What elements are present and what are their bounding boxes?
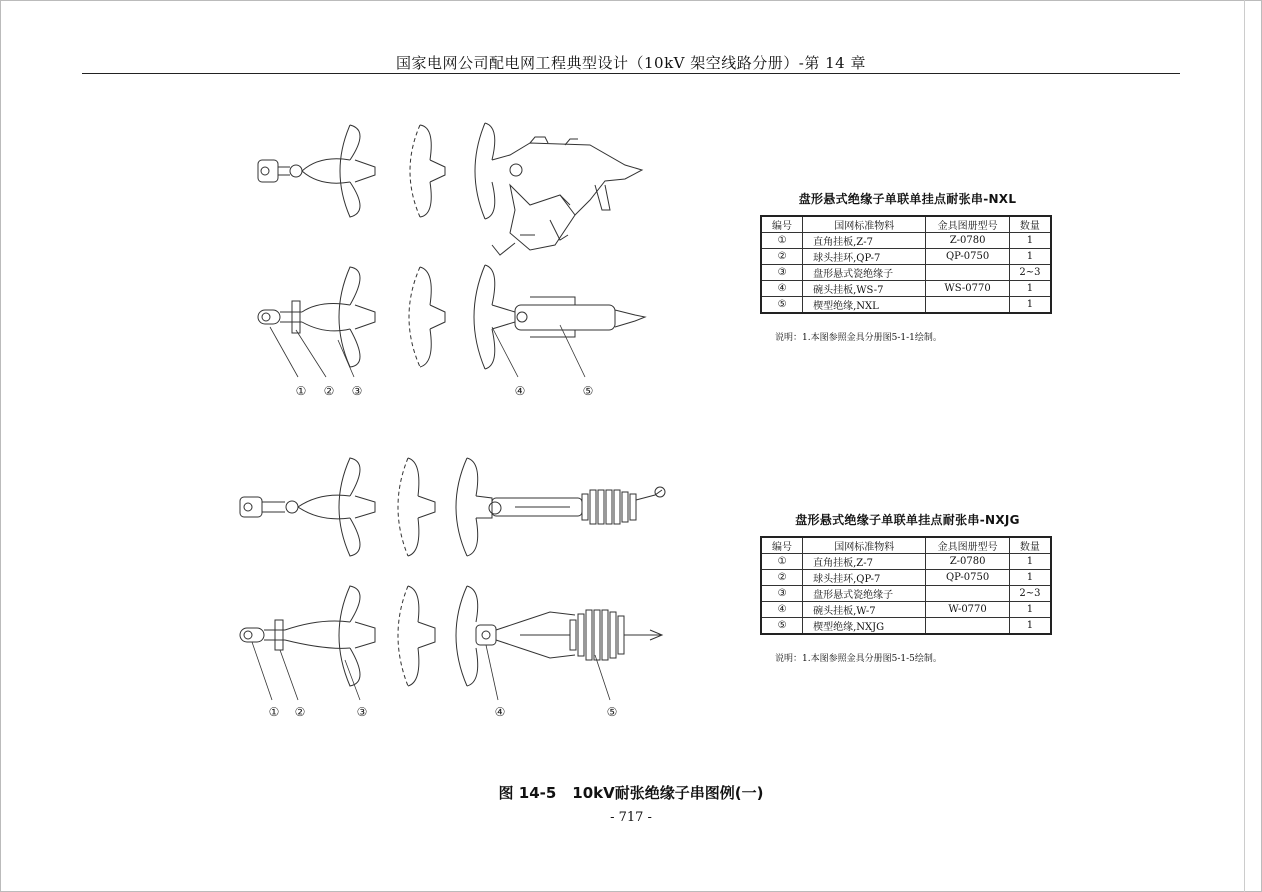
item-quantity: 1 [1009,618,1051,635]
table-row [761,554,1051,570]
item-quantity: 1 [1009,554,1051,570]
table-row [761,265,1051,281]
table-header-row [761,216,1051,233]
nxl-callout-3: ③ [351,384,363,398]
item-model: QP-0750 [926,249,1010,265]
item-number: ① [761,554,803,570]
item-quantity: 1 [1009,233,1051,249]
nxjg-table-block [760,511,1055,635]
column-header: 编号 [761,216,803,233]
header-rule [82,73,1180,74]
item-number: ① [761,233,803,249]
item-number: ② [761,249,803,265]
item-quantity: 1 [1009,281,1051,297]
nxl-callout-2: ② [323,384,335,398]
nxjg-sheds-bottom [570,610,624,660]
page-number: - 717 - [610,810,652,825]
nxjg-note: 说明：1.本图参照金具分册图5-1-5绘制。 [775,654,942,664]
nxjg-table-title: 盘形悬式绝缘子单联单挂点耐张串-NXJG [795,513,1020,527]
item-number: ⑤ [761,618,803,635]
table-row [761,618,1051,635]
item-quantity: 1 [1009,297,1051,314]
nxl-view-bottom [258,265,645,369]
nxjg-callout-1: ① [268,705,280,719]
item-quantity: 2~3 [1009,265,1051,281]
item-model [926,586,1010,602]
item-quantity: 1 [1009,249,1051,265]
item-material: 球头挂环,QP-7 [803,249,926,265]
item-model [926,297,1010,314]
item-model: Z-0780 [926,554,1010,570]
item-quantity: 2~3 [1009,586,1051,602]
column-header: 数量 [1009,537,1051,554]
figure-number: 图 14-5 [498,784,557,802]
nxjg-callout-2: ② [294,705,306,719]
table-row [761,249,1051,265]
nxl-leaders [270,325,585,377]
item-material: 直角挂板,Z-7 [803,233,926,249]
item-number: ④ [761,602,803,618]
table-row [761,297,1051,314]
nxl-table-block [760,190,1055,314]
column-header: 金具图册型号 [926,537,1010,554]
item-number: ④ [761,281,803,297]
item-number: ⑤ [761,297,803,314]
column-header: 编号 [761,537,803,554]
nxl-callout-4: ④ [514,384,526,398]
item-material: 盘形悬式瓷绝缘子 [803,265,926,281]
nxjg-view-top [240,458,665,556]
item-material: 碗头挂板,WS-7 [803,281,926,297]
nxl-table-title: 盘形悬式绝缘子单联单挂点耐张串-NXL [798,192,1017,206]
nxjg-callout-5: ⑤ [606,705,618,719]
item-material: 直角挂板,Z-7 [803,554,926,570]
table-row [761,233,1051,249]
nxl-callout-5: ⑤ [582,384,594,398]
table-row [761,586,1051,602]
item-model: QP-0750 [926,570,1010,586]
page-header: 国家电网公司配电网工程典型设计（10kV 架空线路分册）-第 14 章 [396,54,866,72]
column-header: 金具图册型号 [926,216,1010,233]
item-quantity: 1 [1009,570,1051,586]
column-header: 数量 [1009,216,1051,233]
item-material: 球头挂环,QP-7 [803,570,926,586]
item-model: Z-0780 [926,233,1010,249]
nxl-spec-table [760,215,1052,314]
nxl-view-top [258,123,642,255]
table-row [761,281,1051,297]
nxjg-callout-3: ③ [356,705,368,719]
nxjg-leaders [252,642,610,700]
nxjg-string-drawing [230,450,680,725]
item-model: W-0770 [926,602,1010,618]
item-model [926,265,1010,281]
column-header: 国网标准物料 [803,537,926,554]
binding-rule [1244,0,1245,892]
item-material: 盘形悬式瓷绝缘子 [803,586,926,602]
item-model: WS-0770 [926,281,1010,297]
column-header: 国网标准物料 [803,216,926,233]
nxjg-sheds-top [582,490,636,524]
item-material: 楔型绝缘,NXL [803,297,926,314]
table-row [761,570,1051,586]
item-quantity: 1 [1009,602,1051,618]
item-number: ③ [761,265,803,281]
nxl-string-drawing [230,115,680,405]
nxjg-spec-table [760,536,1052,635]
item-number: ③ [761,586,803,602]
nxjg-view-bottom [240,586,662,686]
item-number: ② [761,570,803,586]
table-header-row [761,537,1051,554]
nxl-note: 说明：1.本图参照金具分册图5-1-1绘制。 [775,333,942,343]
nxjg-callout-4: ④ [494,705,506,719]
item-material: 碗头挂板,W-7 [803,602,926,618]
item-model [926,618,1010,635]
table-row [761,602,1051,618]
nxl-callout-1: ① [295,384,307,398]
item-material: 楔型绝缘,NXJG [803,618,926,635]
figure-title: 10kV耐张绝缘子串图例(一) [572,784,764,802]
figure-caption [0,782,1262,803]
